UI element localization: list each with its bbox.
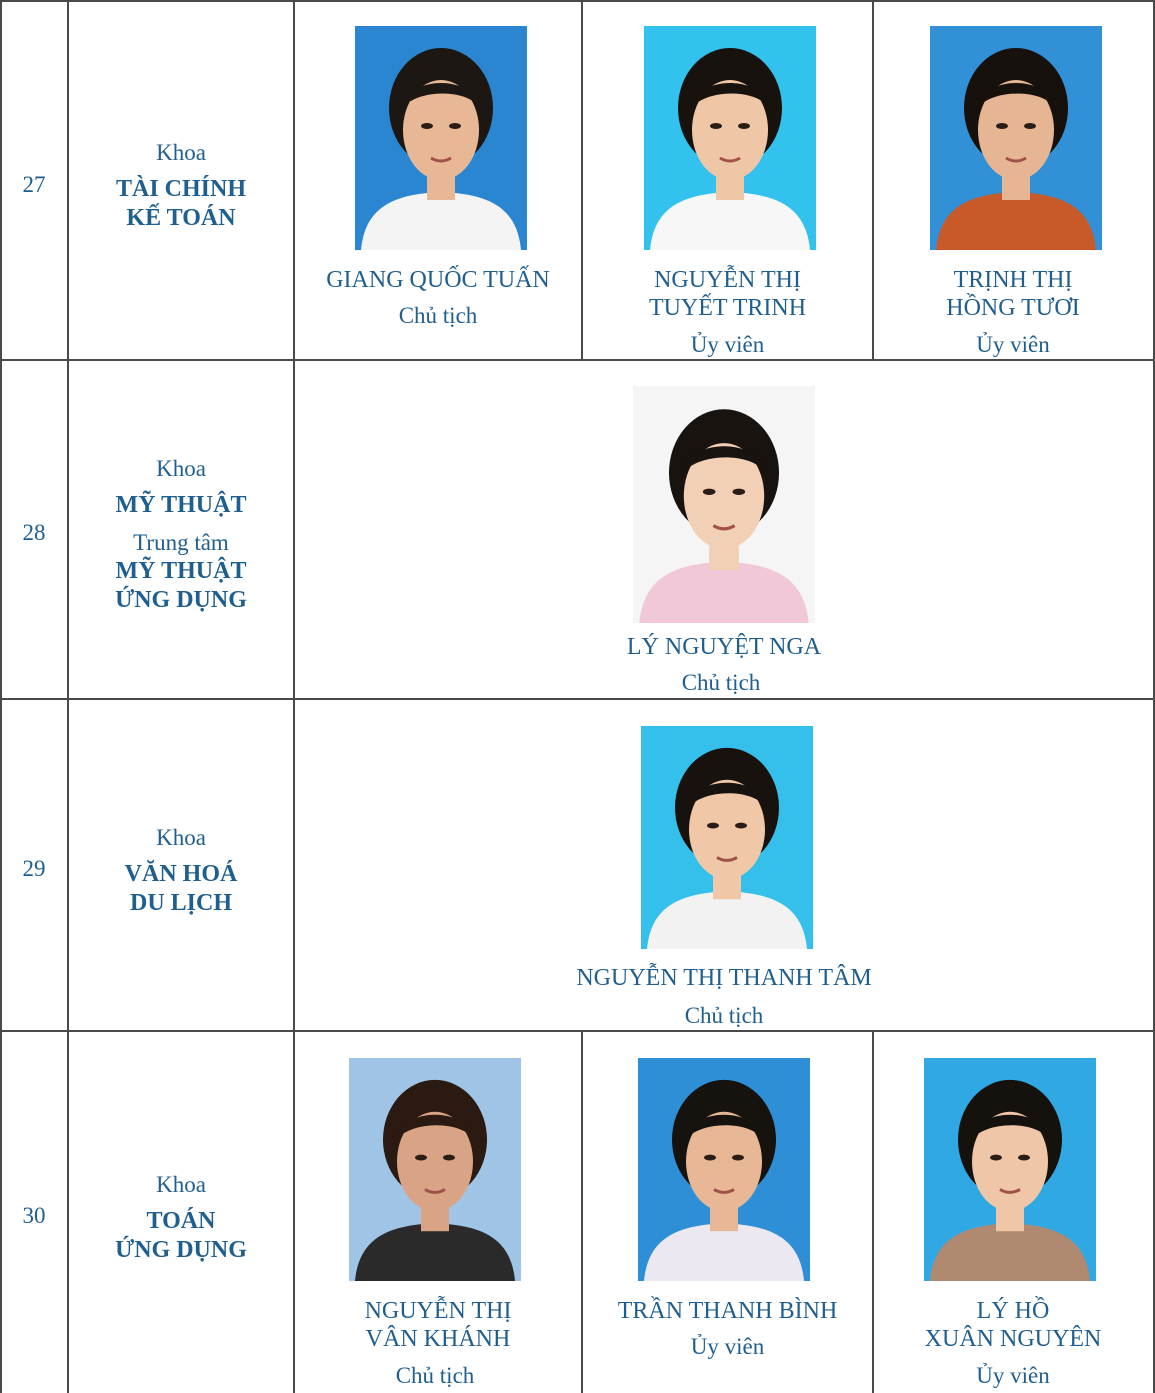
row-number: 30 xyxy=(22,1203,46,1228)
member-name: GIANG QUỐC TUẤN xyxy=(326,267,550,293)
member-photo xyxy=(644,26,816,250)
department-name: ỨNG DỤNG xyxy=(115,1237,247,1263)
department-cell xyxy=(70,138,292,233)
member-photo xyxy=(641,726,813,949)
member-photo xyxy=(924,1058,1096,1281)
row-number: 29 xyxy=(22,856,46,881)
member-name: LÝ HỒ XUÂN NGUYÊN xyxy=(924,1298,1102,1352)
member-photo xyxy=(349,1058,521,1281)
department-label: Trung tâm xyxy=(133,530,229,555)
member-role: Chủ tịch xyxy=(684,1003,764,1028)
member-name: NGUYỄN THỊ THANH TÂM xyxy=(576,965,872,991)
member-name: TRỊNH THỊ HỒNG TƯƠI xyxy=(946,267,1080,321)
member-name: NGUYỄN THỊ VÂN KHÁNH xyxy=(364,1298,512,1352)
department-name: MỸ THUẬT xyxy=(115,558,247,584)
department-label: Khoa xyxy=(156,1172,206,1197)
member-photo xyxy=(638,1058,810,1281)
member-role: Ủy viên xyxy=(690,332,765,357)
row-number: 27 xyxy=(22,172,46,197)
member-photo xyxy=(930,26,1102,250)
member-photo xyxy=(633,386,815,623)
member-name: LÝ NGUYỆT NGA xyxy=(626,634,822,660)
department-name: TOÁN xyxy=(146,1208,216,1234)
member-role: Chủ tịch xyxy=(681,670,761,695)
department-label: Khoa xyxy=(156,825,206,850)
department-label: Khoa xyxy=(156,456,206,481)
department-name: ỨNG DỤNG xyxy=(115,587,247,613)
department-name: DU LỊCH xyxy=(129,890,232,916)
member-role: Chủ tịch xyxy=(395,1363,475,1388)
department-name: VĂN HOÁ xyxy=(124,861,238,887)
member-role: Chủ tịch xyxy=(398,303,478,328)
member-role: Ủy viên xyxy=(690,1334,765,1359)
department-name: TÀI CHÍNH xyxy=(115,176,247,202)
department-cell xyxy=(70,823,292,918)
department-name: MỸ THUẬT xyxy=(115,492,247,518)
member-name: TRẦN THANH BÌNH xyxy=(617,1298,838,1324)
department-cell xyxy=(70,1170,292,1265)
member-photo xyxy=(355,26,527,250)
department-label: Khoa xyxy=(156,140,206,165)
member-role: Ủy viên xyxy=(976,1363,1050,1388)
member-name: NGUYỄN THỊ TUYẾT TRINH xyxy=(648,267,807,321)
department-cell xyxy=(70,454,292,615)
row-number: 28 xyxy=(22,520,46,545)
member-role: Ủy viên xyxy=(976,332,1050,357)
department-name: KẾ TOÁN xyxy=(126,205,236,231)
